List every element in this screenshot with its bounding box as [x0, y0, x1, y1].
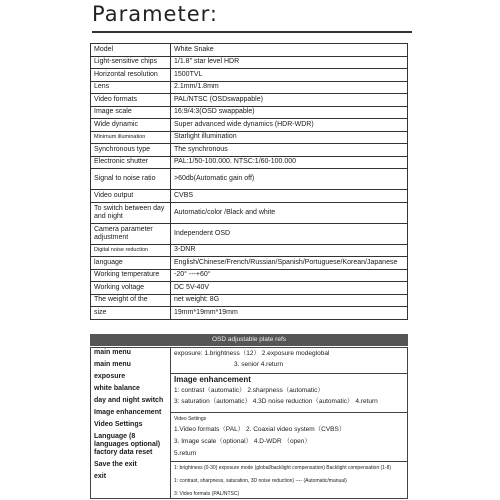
- main-menu-line: 3. senior 4.return: [234, 361, 284, 368]
- spec-row: [91, 106, 408, 119]
- spec-key: Horizontal resolution: [91, 69, 171, 82]
- spec-row: [91, 69, 408, 82]
- spec-row: [91, 282, 408, 295]
- exposure-line: 1: brightness (0-30) exposure mode (global/backlight compensation) Backlight compensation (1-8): [174, 465, 392, 471]
- spec-key: Minimum illumination: [91, 131, 171, 144]
- spec-key: Camera parameter adjustment: [91, 223, 171, 244]
- image-enhancement-title: Image enhancement: [174, 375, 251, 384]
- spec-row: [91, 56, 408, 69]
- spec-value: -20° ---+60°: [171, 269, 408, 282]
- main-menu-block: [171, 348, 407, 374]
- exposure-block: [171, 462, 407, 498]
- spec-row: [91, 202, 408, 223]
- osd-menu-item: exit: [94, 473, 107, 480]
- spec-value: 19mm*19mm*19mm: [171, 307, 408, 320]
- spec-value: 1/1.8" star level HDR: [171, 56, 408, 69]
- image-enhancement-block: [171, 374, 407, 413]
- osd-menu-item: main menu: [94, 361, 131, 368]
- spec-value: The synchronous: [171, 144, 408, 157]
- spec-value: 1500TVL: [171, 69, 408, 82]
- spec-key: Working temperature: [91, 269, 171, 282]
- osd-menu-item: day and night switch: [94, 397, 164, 404]
- spec-row: [91, 190, 408, 203]
- spec-key: Working voltage: [91, 282, 171, 295]
- main-menu-line: exposure: 1.brightness（12） 2.exposure modeglobal: [174, 350, 330, 357]
- spec-key: Electronic shutter: [91, 156, 171, 169]
- spec-value: PAL:1/50-100.000. NTSC:1/60-100.000: [171, 156, 408, 169]
- spec-value: 3-DNR: [171, 244, 408, 257]
- video-settings-line: 1.Video formats（PAL） 2. Coaxial video system（CVBS）: [174, 426, 346, 433]
- spec-value: 2.1mm/1.8mm: [171, 81, 408, 94]
- spec-value: Automatic/color /Black and white: [171, 202, 408, 223]
- video-settings-block: [171, 413, 407, 462]
- image-enhancement-line: 3: saturation（automatic） 4.3D noise reduction（automatic） 4.return: [174, 398, 378, 405]
- spec-key: To switch between day and night: [91, 202, 171, 223]
- spec-value: White Snake: [171, 44, 408, 57]
- spec-value: Super advanced wide dynamics (HDR-WDR): [171, 119, 408, 132]
- video-settings-title: Video Settings: [174, 416, 207, 422]
- page-title: Parameter:: [92, 2, 218, 26]
- spec-key: Light-sensitive chips: [91, 56, 171, 69]
- spec-row: [91, 169, 408, 190]
- spec-key: The weight of the: [91, 294, 171, 307]
- spec-row: [91, 131, 408, 144]
- spec-value: Independent OSD: [171, 223, 408, 244]
- spec-key: Image scale: [91, 106, 171, 119]
- spec-row: [91, 244, 408, 257]
- spec-key: Digital noise reduction: [91, 244, 171, 257]
- spec-value: English/Chinese/French/Russian/Spanish/Portuguese/Korean/Japanese: [171, 257, 408, 270]
- spec-key: Video output: [91, 190, 171, 203]
- spec-key: size: [91, 307, 171, 320]
- video-settings-line: 3. Image scale（optional） 4.D-WDR （open）: [174, 438, 311, 445]
- spec-row: [91, 144, 408, 157]
- osd-menu-item: factory data reset: [94, 449, 153, 456]
- spec-value: 16:9/4:3(OSD swappable): [171, 106, 408, 119]
- spec-row: [91, 223, 408, 244]
- spec-row: [91, 156, 408, 169]
- spec-row: [91, 94, 408, 107]
- spec-value: >60db(Automatic gain off): [171, 169, 408, 190]
- osd-menu-item: Image enhancement: [94, 409, 162, 416]
- osd-menu-item: exposure: [94, 373, 126, 380]
- spec-key: Synchronous type: [91, 144, 171, 157]
- video-settings-line: 5.return: [174, 450, 197, 457]
- osd-menu-item: Video Settings: [94, 421, 143, 428]
- spec-key: Lens: [91, 81, 171, 94]
- osd-header: OSD adjustable plate refs: [90, 334, 408, 346]
- spec-value: CVBS: [171, 190, 408, 203]
- osd-menu-item: main menu: [94, 349, 131, 356]
- spec-row: [91, 119, 408, 132]
- spec-row: [91, 44, 408, 57]
- spec-row: [91, 307, 408, 320]
- spec-row: [91, 294, 408, 307]
- osd-menu-item: white balance: [94, 385, 140, 392]
- spec-value: PAL/NTSC (OSDswappable): [171, 94, 408, 107]
- spec-row: [91, 269, 408, 282]
- spec-row: [91, 257, 408, 270]
- osd-details: [171, 348, 408, 499]
- osd-menu-column: [91, 348, 171, 499]
- exposure-line: 1: contrast, sharpness, saturation, 3D noise reduction) ---- (Automatic/manual): [174, 478, 347, 484]
- title-underline: [92, 31, 412, 33]
- spec-value: DC 5V-40V: [171, 282, 408, 295]
- spec-table: [90, 43, 408, 320]
- osd-menu-item: Save the exit: [94, 461, 137, 468]
- spec-key: Model: [91, 44, 171, 57]
- spec-key: Video formats: [91, 94, 171, 107]
- spec-key: Signal to noise ratio: [91, 169, 171, 190]
- spec-key: Wide dynamic: [91, 119, 171, 132]
- spec-value: Starlight illumination: [171, 131, 408, 144]
- osd-table: [90, 347, 408, 499]
- exposure-line: 3: Video formats (PAL/NTSC): [174, 491, 240, 497]
- spec-row: [91, 81, 408, 94]
- spec-key: language: [91, 257, 171, 270]
- osd-menu-item: Language (8 languages optional): [94, 433, 161, 448]
- spec-value: net weight: 8G: [171, 294, 408, 307]
- image-enhancement-line: 1: contrast（automatic） 2.sharpness（automatic）: [174, 387, 324, 394]
